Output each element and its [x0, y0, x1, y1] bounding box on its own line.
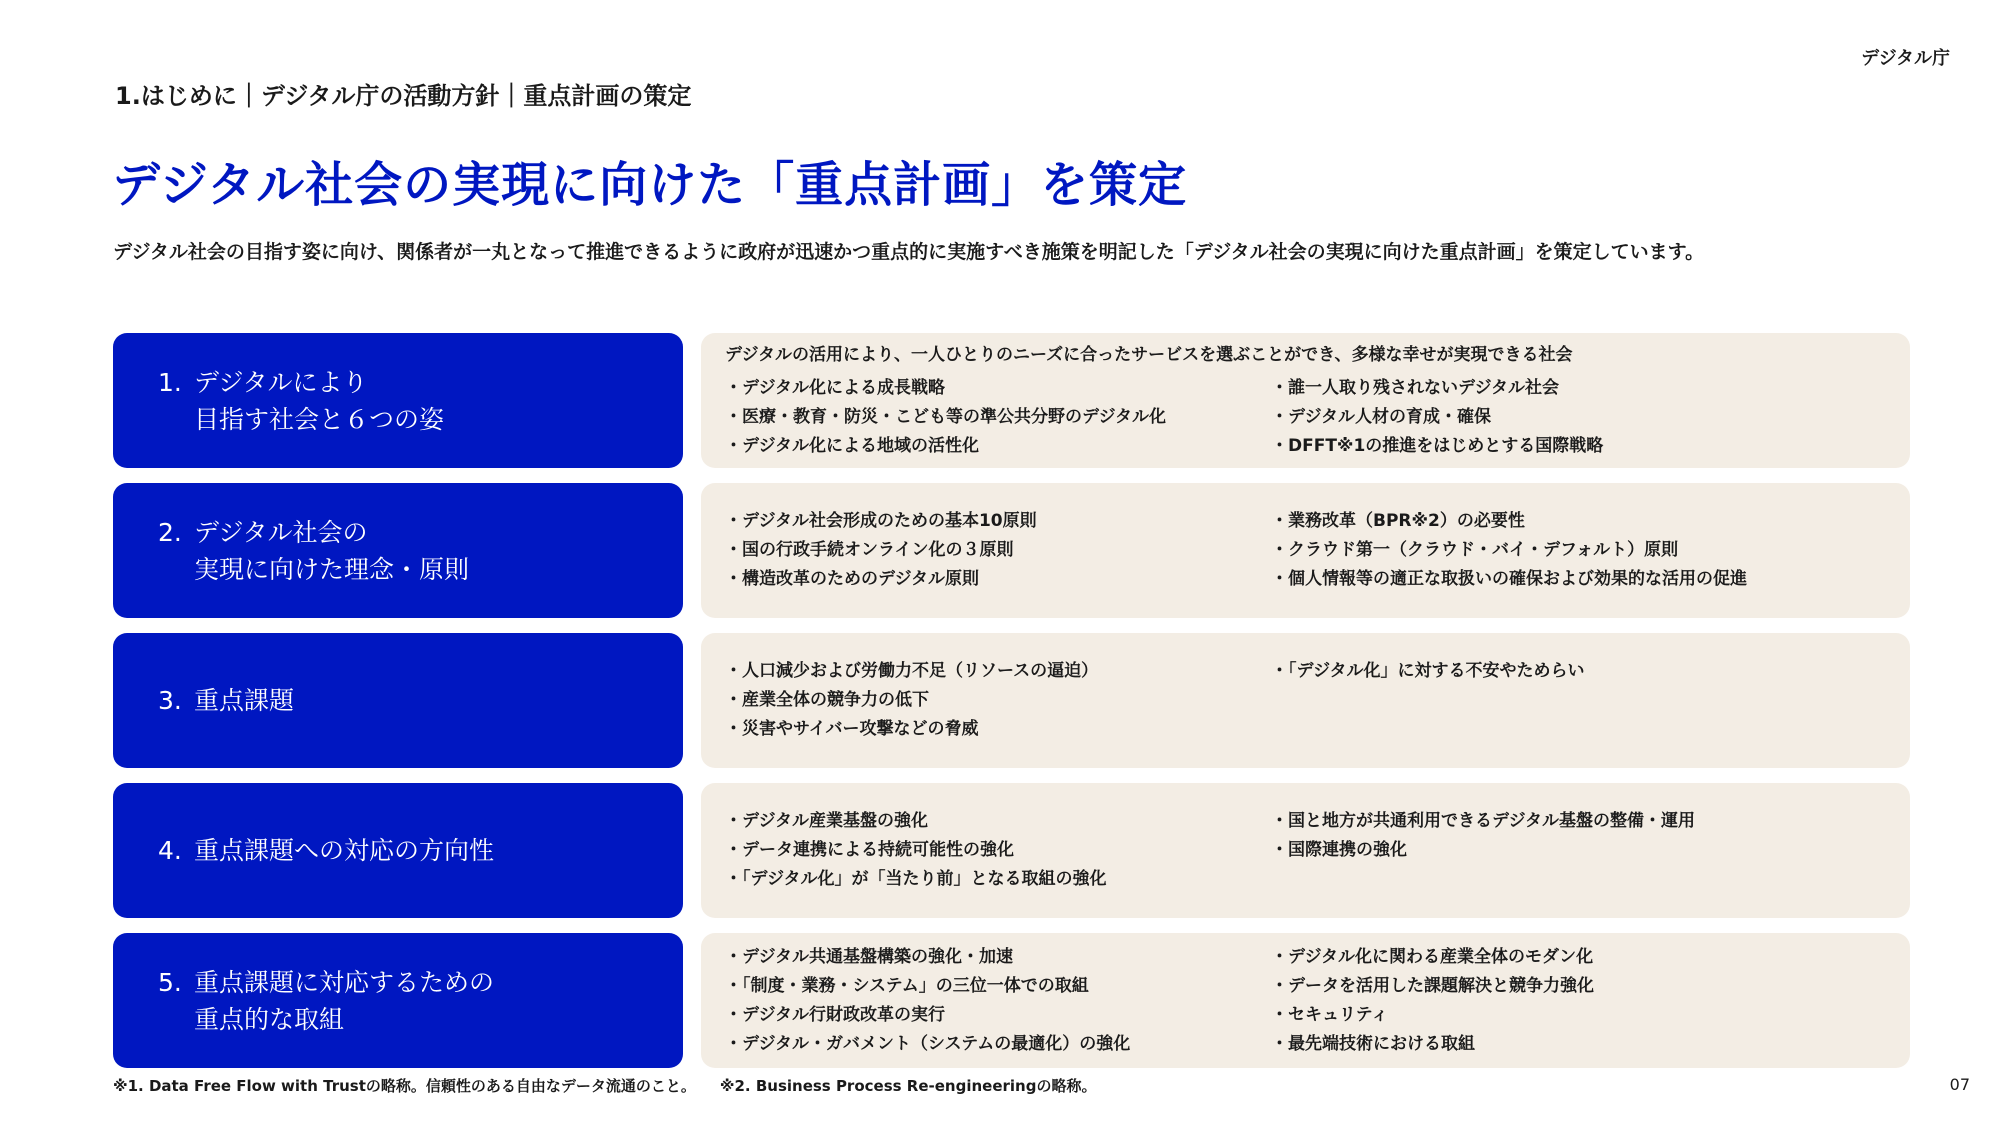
list-item: ・ データを活用した課題解決と競争力強化 [1271, 972, 1817, 1001]
agency-logo: デジタル庁 [1861, 48, 1950, 69]
list-item: ・ DFFT※1の推進をはじめとする国際戦略 [1271, 432, 1817, 461]
footnotes [113, 1075, 1096, 1096]
list-item: ・ デジタル社会形成のための基本10原則 [725, 507, 1271, 536]
row-heading-line2: 重点的な取組 [194, 1004, 345, 1034]
list-item: ・ デジタル化による成長戦略 [725, 374, 1271, 403]
list-item: ・ 業務改革（BPR※2）の必要性 [1271, 507, 1817, 536]
row-number: 4. [158, 836, 182, 865]
list-item: ・ 国際連携の強化 [1271, 836, 1817, 865]
right-list [1271, 374, 1817, 461]
row-content [701, 933, 1910, 1068]
right-list [1271, 807, 1817, 894]
page-title: デジタル社会の実現に向けた「重点計画」を策定 [112, 157, 1188, 213]
list-item: ・ セキュリティ [1271, 1001, 1817, 1030]
row-heading-line1: 重点課題 [194, 686, 295, 715]
list-item: ・ デジタル産業基盤の強化 [725, 807, 1271, 836]
row-heading-line1: デジタルにより [194, 367, 368, 397]
list-item: ・ デジタル行財政改革の実行 [725, 1001, 1271, 1030]
list-item: ・ デジタル化に関わる産業全体のモダン化 [1271, 943, 1817, 972]
plan-row-3 [113, 633, 1910, 768]
row-heading [113, 483, 683, 618]
list-item: ・ 国と地方が共通利用できるデジタル基盤の整備・運用 [1271, 807, 1817, 836]
list-item: ・ 「デジタル化」が「当たり前」となる取組の強化 [725, 865, 1271, 894]
row-heading-line1: 重点課題への対応の方向性 [194, 836, 495, 865]
plan-row-5 [113, 933, 1910, 1068]
list-item: ・ 国の行政手続オンライン化の３原則 [725, 536, 1271, 565]
left-list [725, 943, 1271, 1059]
list-item: ・ データ連携による持続可能性の強化 [725, 836, 1271, 865]
list-item: ・ デジタル共通基盤構築の強化・加速 [725, 943, 1271, 972]
row-heading [113, 633, 683, 768]
left-list [725, 374, 1271, 461]
row-number: 2. [158, 517, 182, 547]
breadcrumb: 1.はじめに｜デジタル庁の活動方針｜重点計画の策定 [115, 82, 692, 110]
row-number: 5. [158, 967, 182, 997]
lead-text: デジタル社会の目指す姿に向け、関係者が一丸となって推進できるように政府が迅速かつ重点的に実施すべき施策を明記した「デジタル社会の実現に向けた重点計画」を策定しています。 [113, 241, 1705, 263]
right-list [1271, 943, 1817, 1059]
left-list [725, 657, 1271, 744]
left-list [725, 507, 1271, 594]
plan-row-1 [113, 333, 1910, 468]
footnote-2: ※2. Business Process Re-engineeringの略称。 [719, 1077, 1097, 1095]
right-list [1271, 507, 1817, 594]
list-item: ・ 人口減少および労働力不足（リソースの逼迫） [725, 657, 1271, 686]
list-item: ・ 構造改革のためのデジタル原則 [725, 565, 1271, 594]
row-content [701, 633, 1910, 768]
row-number: 3. [158, 686, 182, 715]
left-list [725, 807, 1271, 894]
row-heading [113, 783, 683, 918]
page-number: 07 [1949, 1075, 1970, 1094]
plan-row-2 [113, 483, 1910, 618]
row-number: 1. [158, 367, 182, 397]
row-content [701, 783, 1910, 918]
list-item: ・ 「デジタル化」に対する不安やためらい [1271, 657, 1817, 686]
list-item: ・ デジタル人材の育成・確保 [1271, 403, 1817, 432]
row-heading [113, 333, 683, 468]
footnote-1: ※1. Data Free Flow with Trustの略称。信頼性のある自由なデータ流通のこと。 [113, 1077, 696, 1095]
row-summary: デジタルの活用により、一人ひとりのニーズに合ったサービスを選ぶことができ、多様な幸せが実現できる社会 [725, 345, 1573, 365]
plan-row-4 [113, 783, 1910, 918]
row-heading [113, 933, 683, 1068]
list-item: ・ 産業全体の競争力の低下 [725, 686, 1271, 715]
list-item: ・ クラウド第一（クラウド・バイ・デフォルト）原則 [1271, 536, 1817, 565]
row-content [701, 333, 1910, 468]
list-item: ・ デジタル化による地域の活性化 [725, 432, 1271, 461]
row-heading-line2: 目指す社会と６つの姿 [194, 404, 445, 434]
list-item: ・ 誰一人取り残されないデジタル社会 [1271, 374, 1817, 403]
row-heading-line1: 重点課題に対応するための [194, 967, 495, 997]
row-content [701, 483, 1910, 618]
list-item: ・ 医療・教育・防災・こども等の準公共分野のデジタル化 [725, 403, 1271, 432]
list-item: ・ 「制度・業務・システム」の三位一体での取組 [725, 972, 1271, 1001]
list-item: ・ デジタル・ガバメント（システムの最適化）の強化 [725, 1030, 1271, 1059]
row-heading-line1: デジタル社会の [194, 517, 368, 547]
list-item: ・ 災害やサイバー攻撃などの脅威 [725, 715, 1271, 744]
row-heading-line2: 実現に向けた理念・原則 [194, 554, 470, 584]
right-list [1271, 657, 1817, 744]
list-item: ・ 個人情報等の適正な取扱いの確保および効果的な活用の促進 [1271, 565, 1817, 594]
list-item: ・ 最先端技術における取組 [1271, 1030, 1817, 1059]
